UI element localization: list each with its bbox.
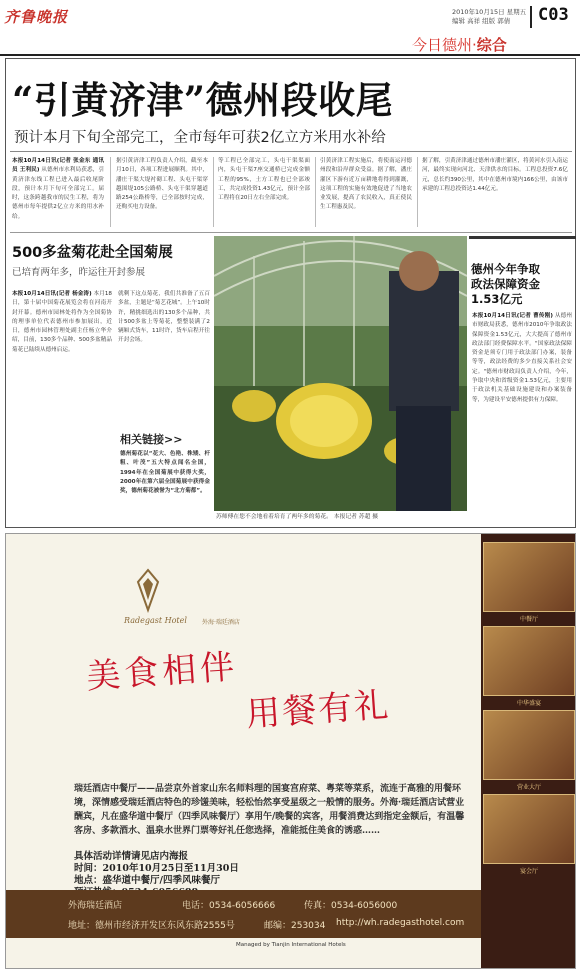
page-number xyxy=(530,2,580,30)
lead-headline: “引黄济津”德州段收尾 xyxy=(12,78,394,122)
page-number-text: C03 xyxy=(538,5,569,25)
lead-rule xyxy=(10,151,572,152)
hotel-advertisement xyxy=(5,533,576,969)
section-city: 今日德州 xyxy=(412,36,473,54)
related-links-heading: 相关链接>> xyxy=(120,433,183,446)
section-label: 今日德州·综合 xyxy=(412,36,507,54)
side-headline-line3: 1.53亿元 xyxy=(471,292,523,306)
chrysanthemum-photo xyxy=(214,236,467,511)
column-divider xyxy=(417,157,418,227)
masthead-rule xyxy=(0,54,580,56)
ad-managed-by: Managed by Tianjin International Hotels xyxy=(236,942,346,948)
staff-line: 编辑 高祥 组版 郭倩 xyxy=(452,17,511,25)
hotel-name-cn: 外海·瑞廷酒店 xyxy=(202,619,240,626)
section-name: 综合 xyxy=(476,36,507,54)
page-number-bar xyxy=(530,6,532,28)
side-headline-line1: 德州今年争取 xyxy=(471,262,540,276)
column-divider xyxy=(315,157,316,227)
date-line: 2010年10月15日 星期五 xyxy=(452,8,527,16)
story2-byline: 本报10月14日讯(记者 杨金涛) xyxy=(12,291,92,297)
column-divider xyxy=(213,157,214,227)
ad-foot-zip: 邮编：253034 xyxy=(264,921,326,931)
photo-caption: 苏师傅在您不会地看着培育了两年多的菊花。 本报记者 苏超 摄 xyxy=(216,514,379,520)
ad-foot-fax: 传真：0534-6056000 xyxy=(304,901,398,911)
section-divider xyxy=(10,232,572,233)
ad-slogan-2: 用餐有礼 xyxy=(245,685,392,735)
ad-slogan-1: 美食相伴 xyxy=(85,646,240,698)
hotel-logo-icon xyxy=(130,568,166,614)
ad-foot-url: http://wh.radegasthotel.com xyxy=(336,918,465,928)
hotel-name: Radegast Hotel xyxy=(124,616,187,625)
story2-headline: 500多盆菊花赴全国菊展 xyxy=(12,245,173,261)
ad-body-text: 瑞廷酒店中餐厅——品尝京外首家山东名师料理的国宴宫府菜、粤菜等菜系，流连于高雅的用餐环境，深情感受瑞廷酒店特色的珍馐美味，轻松怡然享受星级之一般情的服务。外海·瑞廷酒店试营业酬宾，凡在盛华道中餐厅（四季风味餐厅）享用午/晚餐的宾客，用餐消费达到指定金额后，有温馨客房、多款酒水、温泉水世界门票等好礼任您选择，准能抵住美食的诱惑…… xyxy=(74,784,465,836)
newspaper-logo: 齐鲁晚报 xyxy=(4,8,69,26)
lead-column-2: 据引黄济津工程负责人介绍，截至本月10日，各项工程进展顺利。其中，潘庄干渠大堤衬砌工程、头屯干渠穿越围堤105公路桥、头屯干渠穿越道路254公路桥等，已全部按时完成，还购买电力设备。 xyxy=(116,158,208,211)
story2-subhead: 已培育两年多，昨运往开封参展 xyxy=(12,267,146,278)
ad-thumb-label: 营业大厅 xyxy=(516,784,541,791)
side-body xyxy=(472,312,572,520)
ad-foot-name: 外海瑞廷酒店 xyxy=(68,901,123,911)
ad-thumb-photo xyxy=(483,710,575,780)
lead-byline: 本报10月14日讯(记者 张金东 通讯员 王利民) xyxy=(12,158,104,174)
ad-note: 具体活动详情请见店内海报 xyxy=(74,851,189,862)
ad-thumb-photo xyxy=(483,794,575,864)
lead-subhead: 预计本月下旬全部完工，全市每年可获2亿立方米用水补给 xyxy=(14,130,386,146)
ad-thumb-label: 中华盛宴 xyxy=(516,700,541,707)
ad-thumb-label: 中餐厅 xyxy=(519,616,538,623)
ad-thumb-photo xyxy=(483,542,575,612)
column-divider xyxy=(110,157,111,227)
lead-column-1 xyxy=(12,157,104,222)
masthead xyxy=(0,0,580,58)
ad-thumb-photo xyxy=(483,626,575,696)
side-headline xyxy=(471,262,575,307)
side-byline: 本报10月14日讯(记者 曹传刚) xyxy=(472,313,553,319)
story2-column-2: 就剩下这点菊花，我们共准备了五百多盆，主题是“菊艺花城”。上午10时许，精挑细选出的130多个品种，共计500多盆上等菊花，整整装满了2辆厢式货车，11时许，货车启程开往开封会场。 xyxy=(118,291,210,344)
lead-column-4: 引黄济津工程实施后，将使南运河德州段和沿岸群众受益。据了解，潘庄灌区下游有近万亩耕地将得到灌溉，这项工程的实施有效地促进了当地农业发展，提高了农民收入，真正使民生工程惠及民。 xyxy=(320,158,412,211)
ad-time: 时间：2010年10月25日至11月30日 xyxy=(74,863,239,874)
related-links-text: 德州菊花以“花大、色艳、株矮、杆粗、叶茂”五大特点闻名全国，1994年在全国菊展中获得大奖，2000年在第六届全国菊展中获得金奖，德州菊花被誉为“北方菊都”。 xyxy=(120,451,210,495)
side-headline-line2: 政法保障资金 xyxy=(471,277,540,291)
ad-thumb-label: 宴会厅 xyxy=(519,868,538,875)
story2-column-1 xyxy=(12,290,112,522)
story2-col1-text: 本月18日，第十届中国菊花展览会将在河南开封开幕。德州市园林处将作为全国菊协的理事单位代表德州市参加展出，近日，德州市园林管理处副主任杨立华介绍，目前，130多个品种、500多盆精品菊花已陆续从德州启运。 xyxy=(12,291,112,353)
side-body-text: 从德州市财政局获悉，德州市2010年争取政法保障资金1.53亿元，大大提高了德州市政法部门经费保障水平。"国家政法保障资金是须专门用于政法部门办案，装备等等，政法经费的多少直接关系社会安定。"德州市财政局负责人介绍，今年，争取中央和省级资金1.53亿元，主要用于政法机关基础设施建设和办案装备等，为建设平安德州提供有力保障。 xyxy=(472,313,572,403)
lead-column-5: 据了解，引黄济津通过德州市潘庄灌区，将黄河水引入南运河，最终实现向河北、天津供水的目标。工程总投资7.6亿元，总长约390公里，其中在德州市境内166公里，由该市承建的工程总投资达1.44亿元。 xyxy=(422,158,568,192)
issue-meta xyxy=(452,8,526,26)
ad-contact-bar xyxy=(6,890,481,938)
lead-col1-text: 从德州市水利局获悉，引黄济津东线工程已进入最后收尾阶段，预计本月下旬可全部完工。届时，这条跨越我市的民生工程，将为德州市每年提供2亿立方米的用水补给。 xyxy=(12,167,104,220)
ad-foot-address: 地址：德州市经济开发区东风东路2555号 xyxy=(68,921,235,931)
ad-foot-tel: 电话：0534-6056666 xyxy=(182,901,276,911)
side-top-rule xyxy=(469,236,576,239)
ad-place: 地点：盛华道中餐厅/四季风味餐厅 xyxy=(74,875,220,886)
lead-column-3: 等工程已全部完工，头屯干渠渠面内，头屯干渠7座交通桥已完成金额工程的95%，土方工程也已全部竣工，共完成投资1.43亿元，预计全部工程将在20日左右全部完成。 xyxy=(218,158,310,202)
